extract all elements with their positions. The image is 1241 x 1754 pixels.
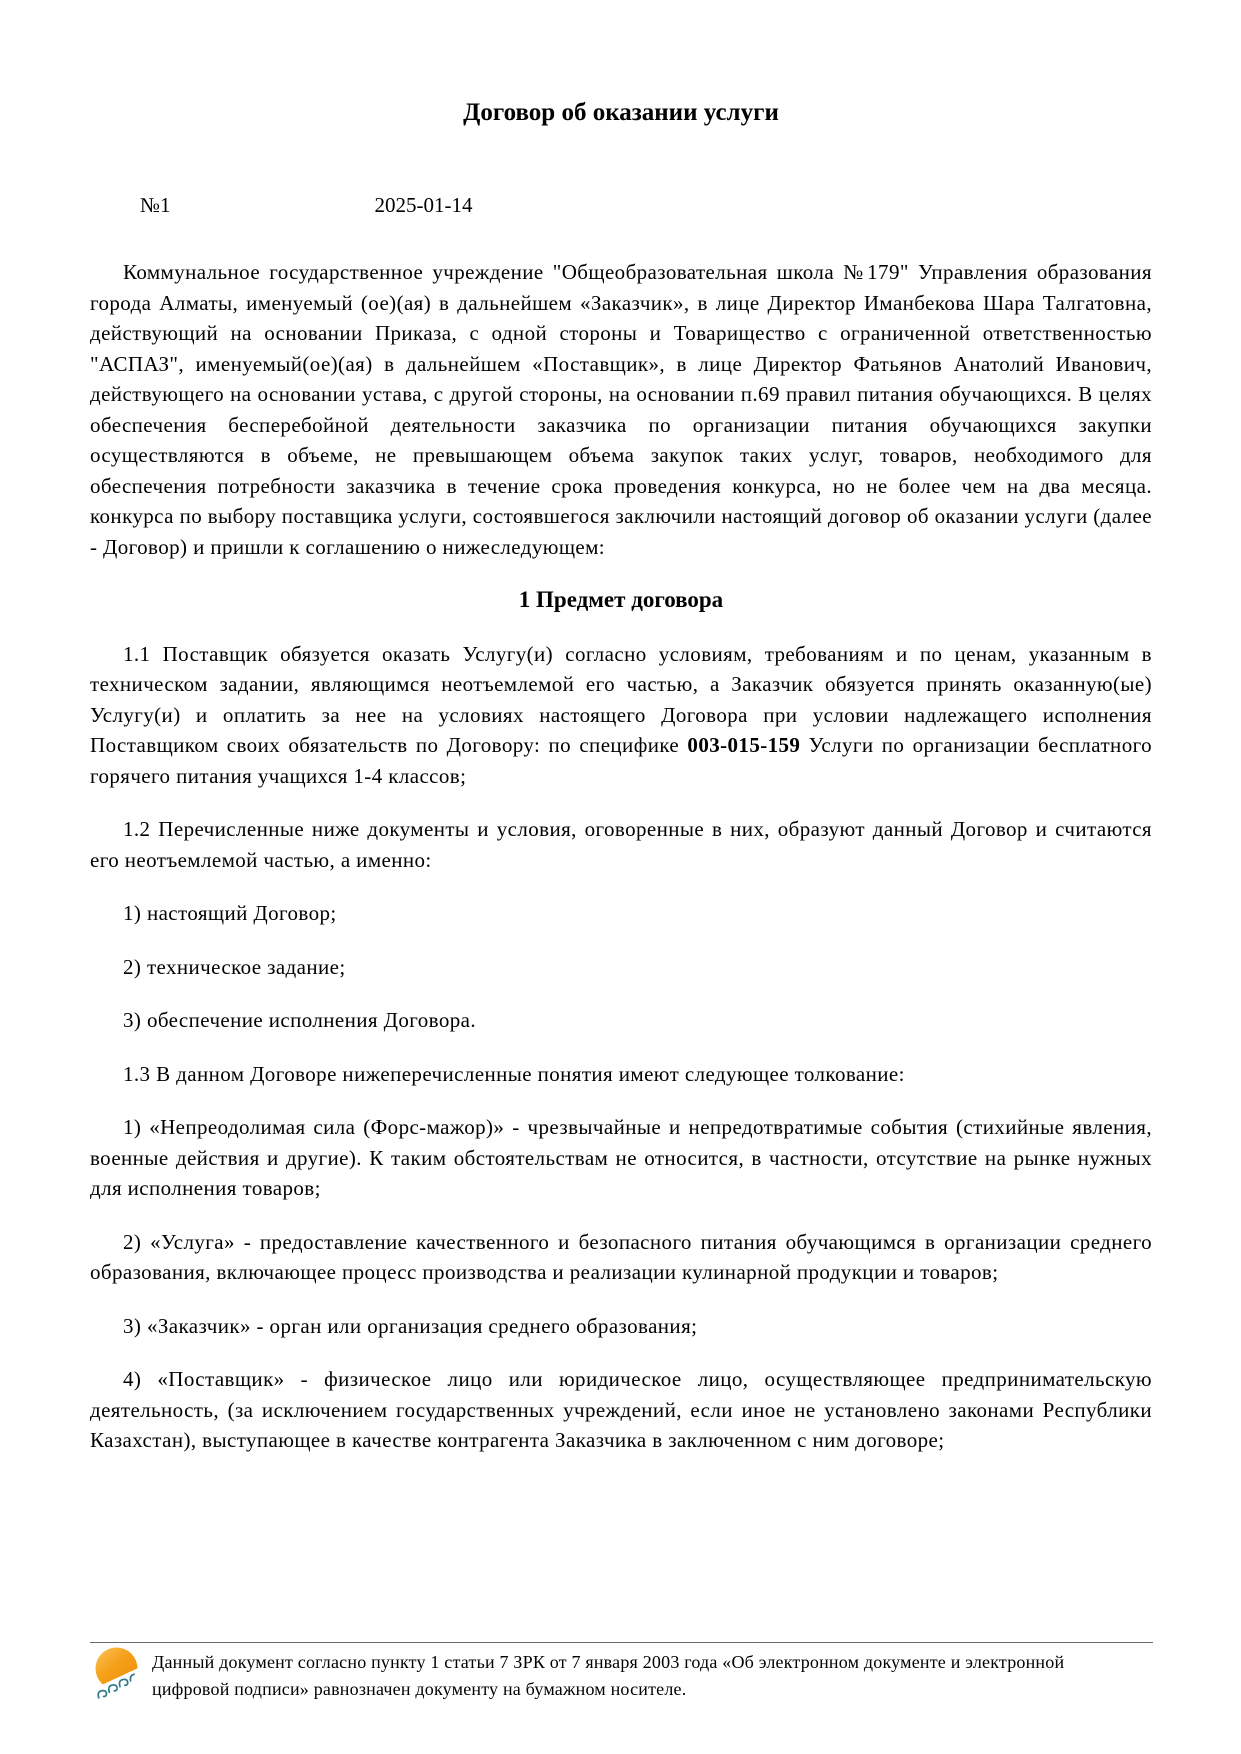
footer-note: Данный документ согласно пункту 1 статьи 7 ЗРК от 7 января 2003 года «Об электронном документе и электронной цифровой подписи» равнозначен документу на бумажном носителе. [152, 1652, 1065, 1699]
clause-1-2: 1.2 Перечисленные ниже документы и условия, оговоренные в них, образуют данный Договор и считаются его неотъемлемой частью, а именно: [90, 817, 1152, 872]
clause-1-1-text-before: 1.1 Поставщик обязуется оказать Услугу(и) согласно условиям, требованиям и по ценам, указанным в техническом задании, являющимся неотъемлемой его частью, а Заказчик обязуется принять оказанную(ые) Услугу(и) и оплатить за нее на условиях настоящего Договора при условии надлежащего исполнения Поставщиком своих обязательств по Договору: по специфике [90, 641, 1152, 757]
clause-1-2-item-2: 2) техническое задание; [123, 954, 346, 979]
clause-1-2-item-3: 3) обеспечение исполнения Договора. [123, 1008, 476, 1032]
doc-number: №1 [140, 193, 171, 217]
definition-customer: 3) «Заказчик» - орган или организация среднего образования; [123, 1313, 698, 1338]
page-title: Договор об оказании услуги [463, 99, 779, 126]
clause-1-1 [90, 639, 1152, 792]
intro-paragraph: Коммунальное государственное учреждение "Общеобразовательная школа №179" Управления образования города Алматы, именуемый (ое)(ая) в дальнейшем «Заказчик», в лице Директор Иманбекова Шара Талгатовна, действующий на основании Приказа, с одной стороны и Товарищество с ограниченной ответственностью "АСПАЗ", именуемый(ое)(ая) в дальнейшем «Поставщик», в лице Директор Фатьянов Анатолий Иванович, действующего на основании устава, с другой стороны, на основании п.69 правил питания обучающихся. В целях обеспечения бесперебойной деятельности заказчика по организации питания обучающихся закупки осуществляются в объеме, не превышающем объема закупок таких услуг, товаров, необходимого для обеспечения потребности заказчика в течение срока проведения конкурса, но не более чем на два месяца. конкурса по выбору поставщика услуги, состоявшегося заключили настоящий договор об оказании услуги (далее - Договор) и пришли к соглашению о нижеследующем: [90, 260, 1152, 559]
clause-1-2-item-1: 1) настоящий Договор; [123, 901, 337, 925]
definition-supplier: 4) «Поставщик» - физическое лицо или юридическое лицо, осуществляющее предпринимательскую деятельность, (за исключением государственных учреждений, если иное не установлено законами Республики Казахстан), выступающее в качестве контрагента Заказчика в заключенном с ним договоре; [90, 1367, 1152, 1452]
definition-force-majeure: 1) «Непреодолимая сила (Форс-мажор)» - чрезвычайные и непредотвратимые события (стихийные явления, военные действия и другие). К таким обстоятельствам не относится, в частности, отсутствие на рынке нужных для исполнения товаров; [90, 1115, 1152, 1200]
clause-1-1-text-after: Услуги по организации бесплатного горячего питания учащихся 1-4 классов; [90, 733, 1152, 788]
footer-divider [90, 1642, 1153, 1643]
doc-date: 2025-01-14 [374, 193, 473, 217]
contract-content [90, 0, 1152, 1456]
e-signature-logo-icon [93, 1647, 143, 1699]
section-1-heading: 1 Предмет договора [518, 587, 724, 612]
spec-code: 003-015-159 [687, 733, 801, 757]
definition-service: 2) «Услуга» - предоставление качественного и безопасного питания обучающимся в организации среднего образования, включающее процесс производства и реализации кулинарной продукции и товаров; [90, 1229, 1152, 1284]
clause-1-3: 1.3 В данном Договоре нижеперечисленные понятия имеют следующее толкование: [123, 1061, 905, 1086]
doc-meta [90, 192, 1152, 218]
